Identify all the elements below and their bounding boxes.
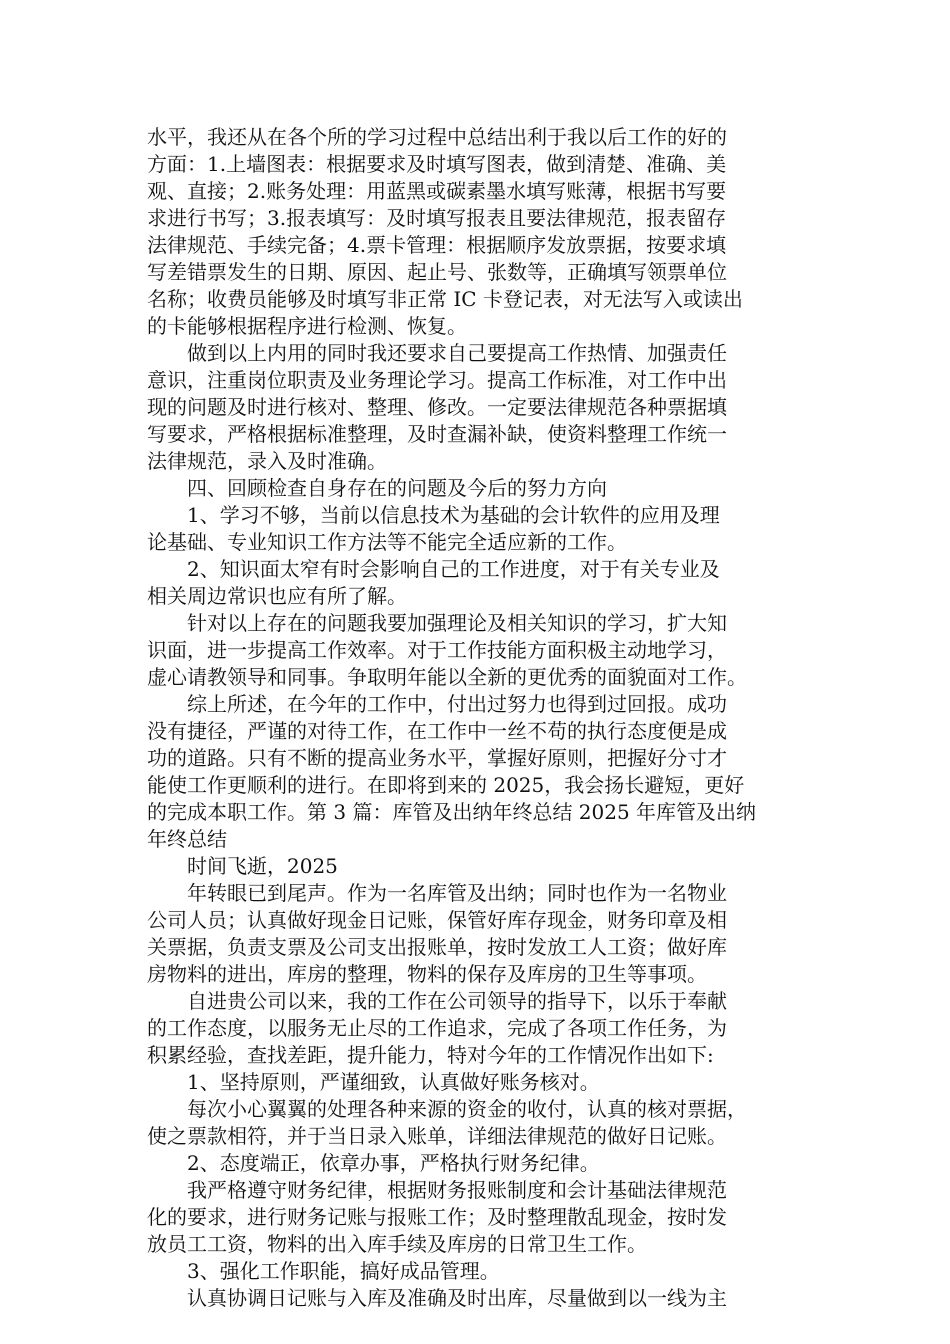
text-line: 1、学习不够，当前以信息技术为基础的会计软件的应用及理 [187, 503, 720, 527]
text-line: 房物料的进出，库房的整理，物料的保存及库房的卫生等事项。 [147, 962, 707, 986]
text-line: 没有捷径，严谨的对待工作，在工作中一丝不苟的执行态度便是成 [147, 719, 727, 743]
text-line: 1、坚持原则，严谨细致，认真做好账务核对。 [187, 1070, 600, 1094]
text-line: 自进贵公司以来，我的工作在公司领导的指导下，以乐于奉献 [187, 989, 727, 1013]
text-line: 放员工工资，物料的出入库手续及库房的日常卫生工作。 [147, 1232, 647, 1256]
text-line: 化的要求，进行财务记账与报账工作；及时整理散乱现金，按时发 [147, 1205, 727, 1229]
text-line: 关票据，负责支票及公司支出报账单，按时发放工人工资；做好库 [147, 935, 727, 959]
text-line: 四、回顾检查自身存在的问题及今后的努力方向 [187, 476, 607, 500]
text-line: 功的道路。只有不断的提高业务水平，掌握好原则，把握好分寸才 [147, 746, 727, 770]
text-line: 积累经验，查找差距，提升能力，特对今年的工作情况作出如下: [147, 1043, 714, 1067]
body-paragraph [147, 475, 807, 502]
text-line: 公司人员；认真做好现金日记账，保管好库存现金，财务印章及相 [147, 908, 727, 932]
text-line: 意识，注重岗位职责及业务理论学习。提高工作标准，对工作中出 [147, 368, 727, 392]
text-line: 名称；收费员能够及时填写非正常 IC 卡登记表，对无法写入或读出 [147, 287, 743, 311]
text-line: 的工作态度，以服务无止尽的工作追求，完成了各项工作任务，为 [147, 1016, 727, 1040]
text-line: 每次小心翼翼的处理各种来源的资金的收付，认真的核对票据， [187, 1097, 747, 1121]
body-paragraph [147, 1096, 807, 1150]
text-line: 时间飞逝，2025 [187, 854, 338, 878]
text-line: 年转眼已到尾声。作为一名库管及出纳；同时也作为一名物业 [187, 881, 727, 905]
text-line: 能使工作更顺利的进行。在即将到来的 2025，我会扬长避短，更好 [147, 773, 745, 797]
body-paragraph [147, 880, 807, 988]
text-line: 法律规范，录入及时准确。 [147, 449, 387, 473]
body-paragraph [147, 1150, 807, 1177]
text-line: 做到以上内用的同时我还要求自己要提高工作热情、加强责任 [187, 341, 727, 365]
text-line: 年终总结 [147, 827, 227, 851]
text-line: 方面：1.上墙图表：根据要求及时填写图表，做到清楚、准确、美 [147, 152, 727, 176]
text-line: 观、直接；2.账务处理：用蓝黑或碳素墨水填写账薄，根据书写要 [147, 179, 727, 203]
body-paragraph [147, 853, 807, 880]
text-line: 求进行书写；3.报表填写：及时填写报表且要法律规范，报表留存 [147, 206, 727, 230]
text-line: 使之票款相符，并于当日录入账单，详细法律规范的做好日记账。 [147, 1124, 727, 1148]
text-line: 针对以上存在的问题我要加强理论及相关知识的学习，扩大知 [187, 611, 727, 635]
body-paragraph [147, 1285, 807, 1312]
text-line: 水平，我还从在各个所的学习过程中总结出利于我以后工作的好的 [147, 125, 727, 149]
text-line: 2、知识面太窄有时会影响自己的工作进度，对于有关专业及 [187, 557, 720, 581]
body-paragraph [147, 1069, 807, 1096]
text-line: 我严格遵守财务纪律，根据财务报账制度和会计基础法律规范 [187, 1178, 727, 1202]
body-paragraph [147, 1258, 807, 1285]
body-paragraph [147, 124, 807, 340]
text-line: 识面，进一步提高工作效率。对于工作技能方面积极主动地学习， [147, 638, 727, 662]
text-line: 综上所述，在今年的工作中，付出过努力也得到过回报。成功 [187, 692, 727, 716]
body-paragraph [147, 556, 807, 610]
text-line: 写要求，严格根据标准整理，及时查漏补缺，使资料整理工作统一 [147, 422, 727, 446]
text-line: 法律规范、手续完备；4.票卡管理：根据顺序发放票据，按要求填 [147, 233, 727, 257]
text-line: 的完成本职工作。第 3 篇：库管及出纳年终总结 2025 年库管及出纳 [147, 800, 757, 824]
body-paragraph [147, 691, 807, 853]
body-paragraph [147, 502, 807, 556]
text-line: 论基础、专业知识工作方法等不能完全适应新的工作。 [147, 530, 627, 554]
text-line: 的卡能够根据程序进行检测、恢复。 [147, 314, 467, 338]
body-paragraph [147, 610, 807, 691]
body-paragraph [147, 340, 807, 475]
body-paragraph [147, 988, 807, 1069]
text-line: 现的问题及时进行核对、整理、修改。一定要法律规范各种票据填 [147, 395, 727, 419]
document-page [147, 124, 807, 1312]
text-line: 相关周边常识也应有所了解。 [147, 584, 407, 608]
body-paragraph [147, 1177, 807, 1258]
text-line: 写差错票发生的日期、原因、起止号、张数等，正确填写领票单位 [147, 260, 727, 284]
text-line: 认真协调日记账与入库及准确及时出库，尽量做到以一线为主 [187, 1286, 727, 1310]
text-line: 3、强化工作职能，搞好成品管理。 [187, 1259, 500, 1283]
text-line: 虚心请教领导和同事。争取明年能以全新的更优秀的面貌面对工作。 [147, 665, 747, 689]
text-line: 2、态度端正，依章办事，严格执行财务纪律。 [187, 1151, 600, 1175]
